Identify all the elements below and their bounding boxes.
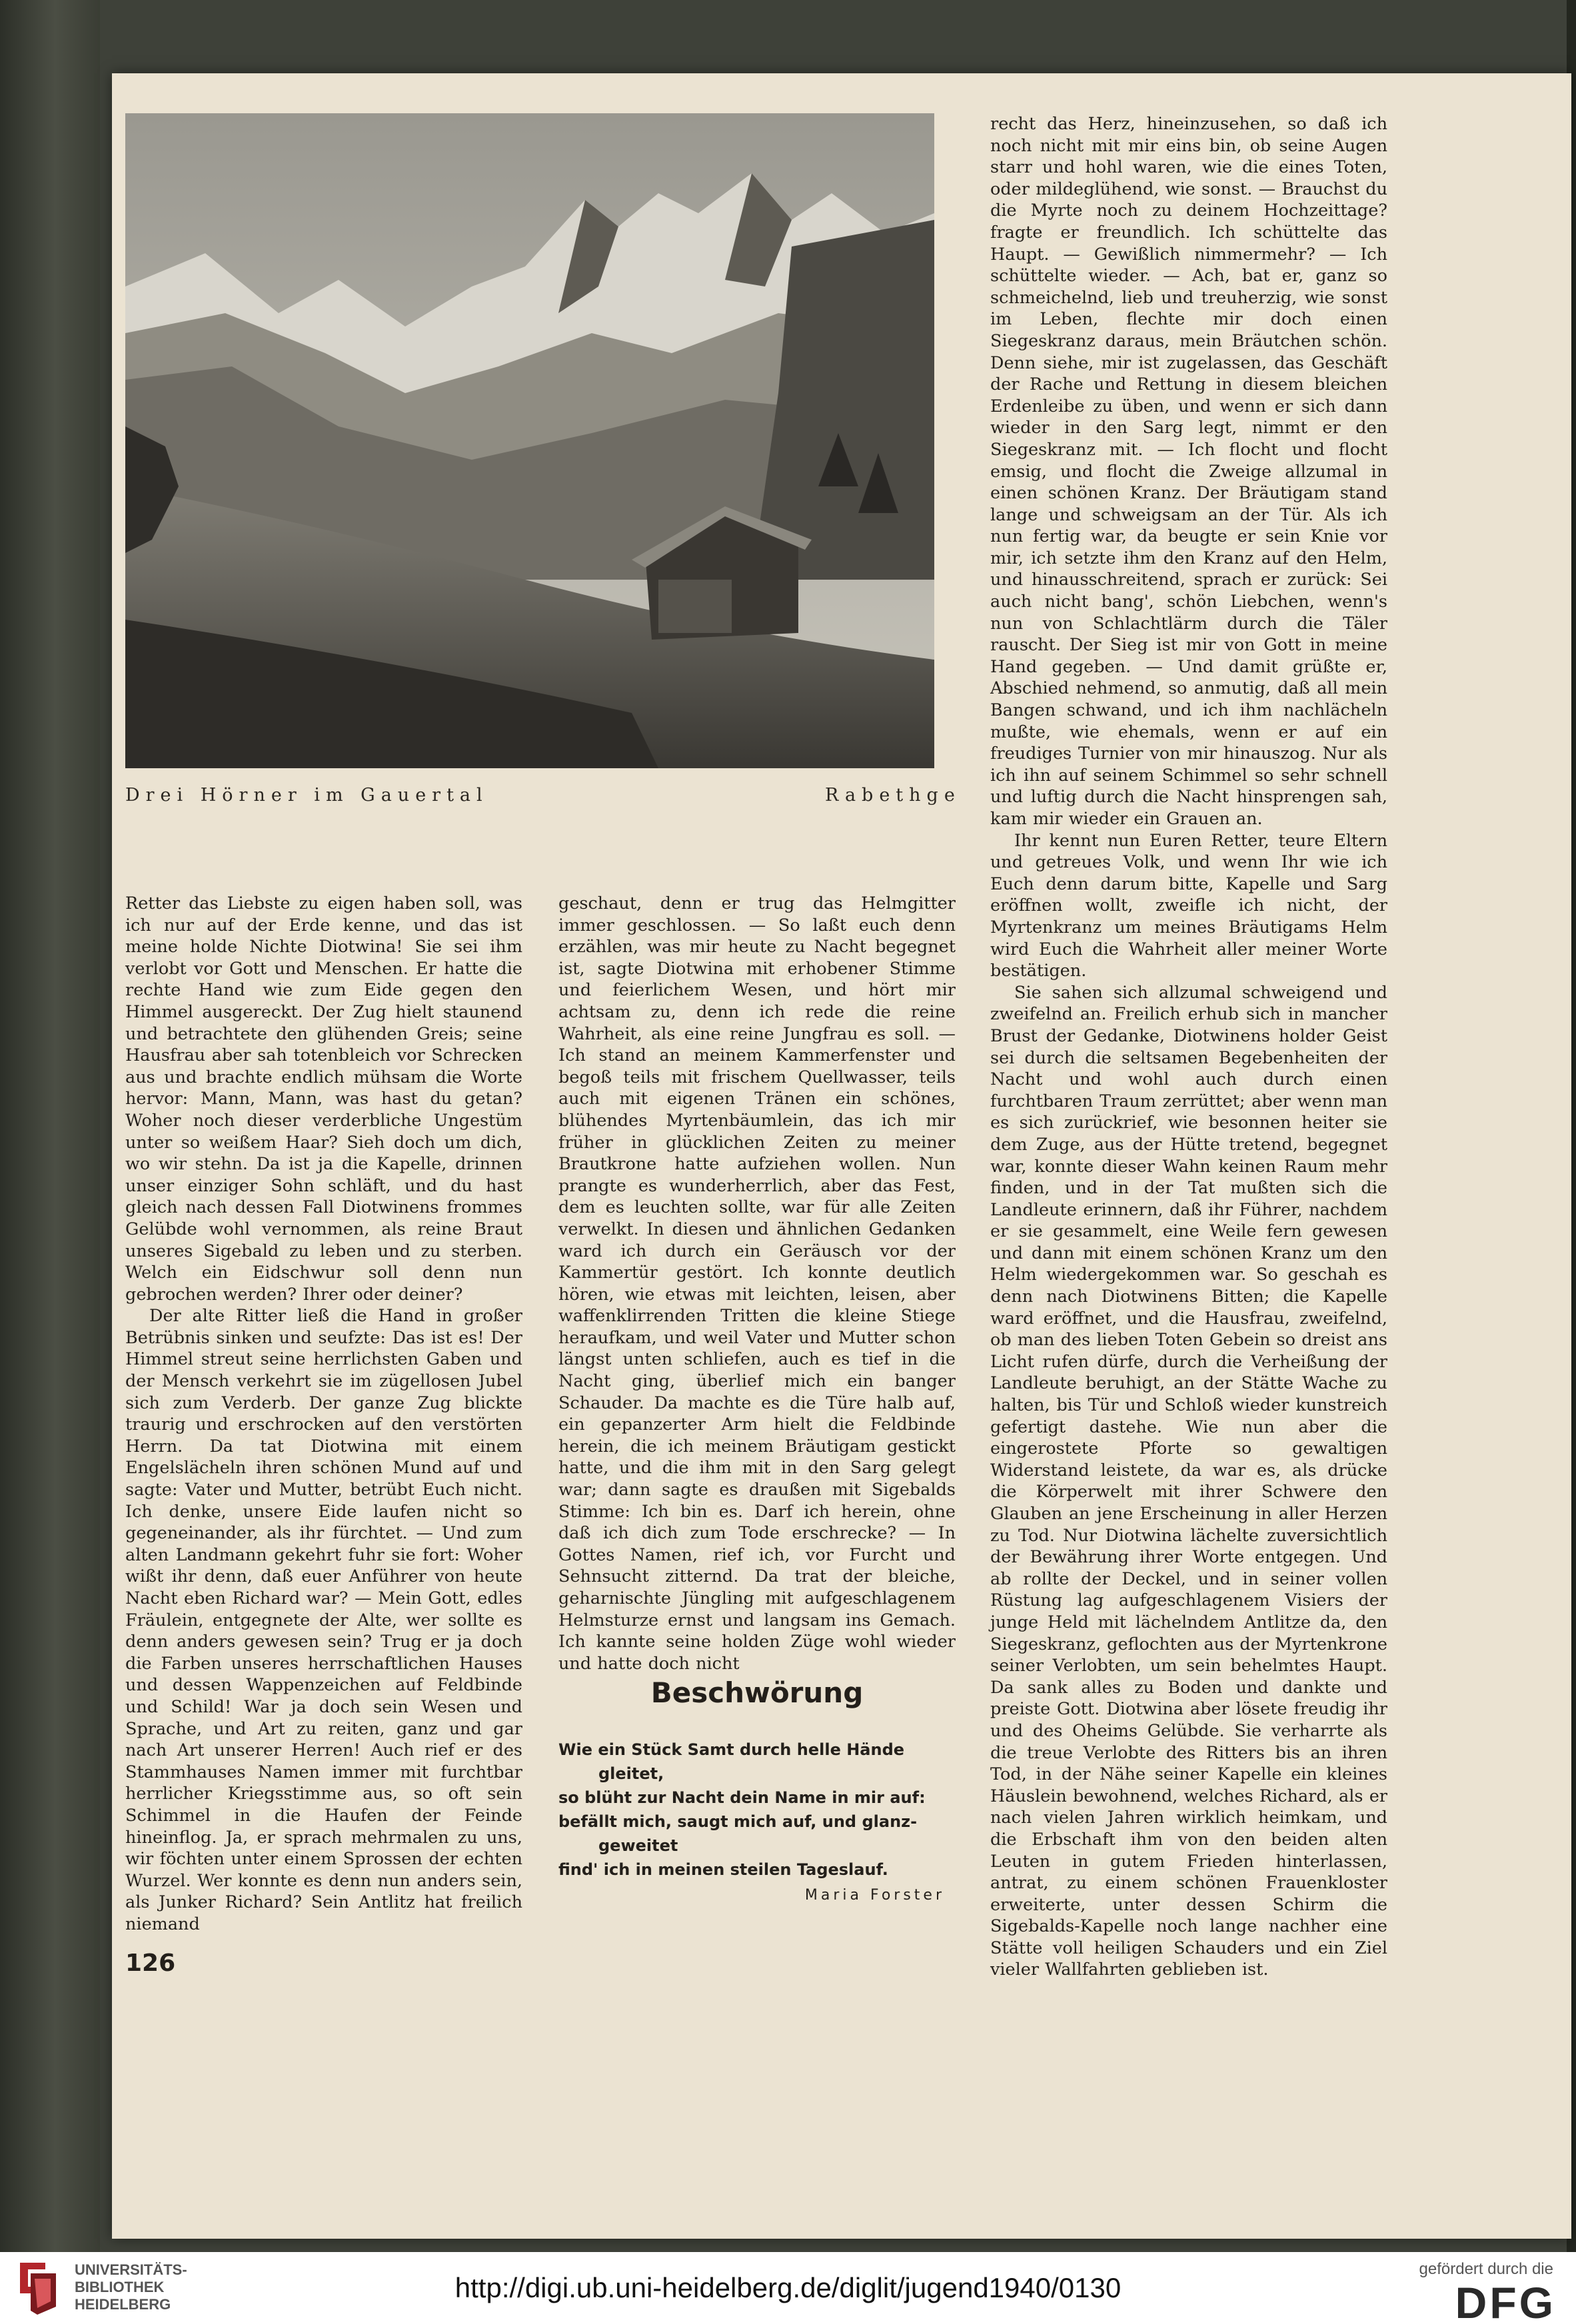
painting-title-caption: Drei Hörner im Gauertal	[125, 785, 488, 806]
university-name: UNIVERSITÄTS- BIBLIOTHEK HEIDELBERG	[75, 2261, 187, 2313]
poem-line: geweitet	[598, 1836, 678, 1855]
text-column-middle	[558, 893, 956, 1674]
source-url-link[interactable]: http://digi.ub.uni-heidelberg.de/diglit/jugend1940/0130	[454, 2272, 1122, 2303]
poem-line: find' ich in meinen steilen Tageslauf.	[558, 1860, 888, 1879]
page-number: 126	[125, 1950, 176, 1977]
mountain-painting-image	[125, 113, 934, 768]
text-column-left	[125, 893, 522, 1936]
poem-title: Beschwörung	[650, 1676, 864, 1709]
paragraph: Der alte Ritter ließ die Hand in großer Betrübnis sinken und seufzte: Das ist es! Der Himmel streut seine herrlichsten Gaben und der Mensch verkehrt sie im zügellosen Jubel sich zum Verderb. Der ganze Zug blickte traurig und erschrocken auf den verstörten Herrn. Da tat Diotwina mit einem Engelslächeln ihren schönen Mund auf und sagte: Vater und Mutter, betrübt Euch nicht. Ich denke, unsere Eide laufen nicht so gegeneinander, als ihr fürchtet. — Und zum alten Landmann gekehrt fuhr sie fort: Woher wißt ihr denn, daß euer Anführer von heute Nacht eben Richard war? — Mein Gott, edles Fräulein, entgegnete der Alte, wer sollte es denn anders gewesen sein? Trug er ja doch die Farben unseres herrschaftlichen Hauses und dessen Wappenzeichen auf Feldbinde und Schild! War ja doch sein Wesen und Sprache, und Art zu reiten, ganz und gar nach Art unserer Herren! Auch rief er des Stammhauses Namen immer mit furchtbar herrlicher Kriegsstimme aus, so oft sein Schimmel in die Haufen der Feinde hineinflog. Ja, er sprach mehrmalen zu uns, wir föchten unter einem Sprossen der echten Wurzel. Wer konnte es denn nun anders sein, als Junker Richard? Sein Antlitz hat freilich niemand	[125, 1306, 522, 1934]
poem-line: Wie ein Stück Samt durch helle Hände	[558, 1740, 905, 1759]
painting-artist-caption: Rabethge	[825, 785, 961, 806]
poem-author: Maria Forster	[804, 1887, 945, 1904]
book-spine-edge	[0, 0, 100, 2252]
text-column-right	[990, 113, 1387, 1981]
funded-by-label: gefördert durch die	[1419, 2260, 1553, 2278]
poem-body	[558, 1738, 956, 1882]
paragraph: recht das Herz, hineinzusehen, so daß ich noch nicht mit mir eins bin, ob seine Augen starr und hohl waren, wie die eines Toten, oder mildeglühend, wie sonst. — Brauchst du die Myrte noch zu deinem Hochzeittage? fragte er freundlich. Ich schüttelte das Haupt. — Gewißlich nimmermehr? — Ich schüttelte wieder. — Ach, bat er, ganz so schmeichelnd, lieb und treuherzig, wie sonst im Leben, flechte mir doch einen Siegeskranz daraus, mein Bräutchen schön. Denn siehe, mir ist zugelassen, das Geschäft der Rache und Rettung in diesem bleichen Erdenleibe zu üben, und wenn er sich dann wieder in den Sarg legt, nimmt er den Siegeskranz mit. — Ich flocht und flocht emsig, und flocht die Zweige allzumal in einen schönen Kranz. Der Bräutigam stand lange und schweigsam an der Tür. Als ich nun fertig war, da beugte er sein Knie vor mir, ich setzte ihm den Kranz auf den Helm, und hinausschreitend, sprach er zurück: Sei auch nicht bang', schön Liebchen, wenn's nun von Schlachtlärm durch die Täler rauscht. Der Sieg ist mir von Gott in meine Hand gegeben. — Und damit grüßte er, Abschied nehmend, so anmutig, daß all mein Bangen schwand, und ich ihm nachlächeln mußte, wie ehemals, wenn er auf ein freudiges Turnier von mir hinauszog. Nur als ich ihn auf seinem Schimmel so sehr schnell und luftig durch die Nacht hinsprengen sah, kam mir wieder ein Grauen an.	[990, 114, 1387, 829]
poem-line: gleitet,	[598, 1764, 664, 1783]
poem-line: so blüht zur Nacht dein Name in mir auf:	[558, 1788, 926, 1807]
paragraph: geschaut, denn er trug das Helmgitter immer geschlossen. — So laßt euch denn erzählen, was mir heute zu Nacht begegnet ist, sagte Diotwina mit erhobener Stimme und feierlichem Wesen, und hört mir achtsam zu, denn ich rede die reine Wahrheit, als eine reine Jungfrau es soll. — Ich stand an meinem Kammerfenster und begoß teils mit frischem Quellwasser, teils auch mit eigenen Tränen ein schönes, blühendes Myrtenbäumlein, das ich mir früher in glücklichen Zeiten zu meiner Brautkrone hatte aufziehen wollen. Nun prangte es wunderherrlich, aber das Fest, dem es leuchten sollte, war für alle Zeiten verwelkt. In diesen und ähnlichen Gedanken ward ich durch ein Geräusch vor der Kammertür gestört. Ich konnte deutlich hören, wie etwas mit leichten, leisen, aber waffenklirrenden Tritten die kleine Stiege heraufkam, und weil Vater und Mutter schon längst unten schliefen, auch es tief in die Nacht ging, überlief mich ein banger Schauder. Da machte es die Türe halb auf, ein gepanzerter Arm hielt die Feldbinde herein, die ich meinem Bräutigam gestickt hatte, und die ihm mit in den Sarg gelegt war; dann sagte es draußen mit Sigebalds Stimme: Ich bin es. Darf ich herein, ohne daß ich dich zum Tode erschrecke? — In Gottes Namen, rief ich, vor Furcht und Sehnsucht zitternd. Da trat der bleiche, geharnischte Jüngling mit aufgeschlagenem Helmsturze ernst und langsam ins Gemach. Ich kannte seine holden Züge wohl wieder und hatte doch nicht	[558, 893, 956, 1674]
poem-line: befällt mich, saugt mich auf, und glanz-	[558, 1812, 918, 1831]
paragraph: Retter das Liebste zu eigen haben soll, was ich nur auf der Erde kenne, und das ist meine holde Nichte Diotwina! Sie sei ihm verlobt vor Gott und Menschen. Er hatte die rechte Hand wie zum Eide gegen den Himmel ausgereckt. Der Zug hielt staunend und betrachtete den glühenden Greis; seine Hausfrau aber sah totenbleich vor Schrecken aus und brachte endlich mühsam die Worte hervor: Mann, Mann, was hast du getan? Woher noch dieser verderbliche Ungestüm unter so weißem Haar? Sieh doch um dich, wo wir stehn. Da ist ja die Kapelle, drinnen unser einziger Sohn schläft, und du hast gleich nach dessen Fall Diotwinens frommes Gelübde wohl vernommen, als reine Braut unseres Sigebald zu leben und zu sterben. Welch ein Eidschwur soll denn nun gebrochen werden? Ihrer oder deiner?	[125, 893, 522, 1305]
dfg-logo: DFG	[1455, 2278, 1556, 2324]
paragraph: Ihr kennt nun Euren Retter, teure Eltern und getreues Volk, und wenn Ihr wie ich Euch denn darum bitte, Kapelle und Sarg eröffnen wollt, zweifle ich nicht, der Myrtenkranz um meines Bräutigams Helm wird Euch die Wahrheit aller meiner Worte bestätigen.	[990, 830, 1387, 981]
paragraph: Sie sahen sich allzumal schweigend und zweifelnd an. Freilich erhub sich in mancher Brust der Gedanke, Diotwinens holder Geist sei durch die seltsamen Begebenheiten der Nacht und wohl auch durch einen furchtbaren Traum zerrüttet; aber wenn man es sich zurückrief, wie besonnen heiter sie dem Zuge, aus der Hütte tretend, begegnet war, konnte dieser Wahn keinen Raum mehr finden, und in der Tat mußten sich die Landleute erinnern, daß ihr Führer, nachdem er sie gesammelt, eine Weile fern gewesen und dann mit einem schönen Kranz um den Helm wiedergekommen war. So geschah es denn nach Diotwinens Bitten; die Kapelle ward eröffnet, und die Hausfrau, zweifelnd, ob man des lieben Toten Gebein so dreist ans Licht rufen dürfe, durch die Verheißung der Landleute beruhigt, an der Stätte Wache zu halten, bis Tür und Schloß wieder kunstreich gefertigt dastehe. Wie nun aber die eingerostete Pforte so gewaltigen Widerstand leistete, da war es, als drücke die Körperwelt mit ihrer Schwere den Glauben an jene Erscheinung in aller Herzen zu Tod. Nur Diotwina lächelte zuversichtlich der Bewährung ihrer Worte entgegen. Und ab rollte der Deckel, und in seiner vollen Rüstung lag aufgeschlagenem Visiers der junge Held mit lächelndem Antlitze da, den Siegeskranz, geflochten aus der Myrtenkrone seiner Verlobten, um sein behelmtes Haupt. Da sank alles zu Boden und dankte und preiste Gott. Diotwina aber lösete freudig ihr und des Oheims Gelübde. Sie verharrte als die treue Verlobte des Ritters bis an ihren Tod, in der Nähe seiner Kapelle ein kleines Häuslein bewohnend, welches Richard, als er nach vielen Jahren wirklich heimkam, und die Erbschaft ihm von den beiden alten Leuten in gutem Frieden hinterlassen, antrat, zu einem schönen Frauenkloster erweiterte, unter dessen Schirm die Sigebalds-Kapelle noch lange nachher eine Stätte voll heiligen Schauders und ein Ziel vieler Wallfahrten geblieben ist.	[990, 982, 1387, 1980]
